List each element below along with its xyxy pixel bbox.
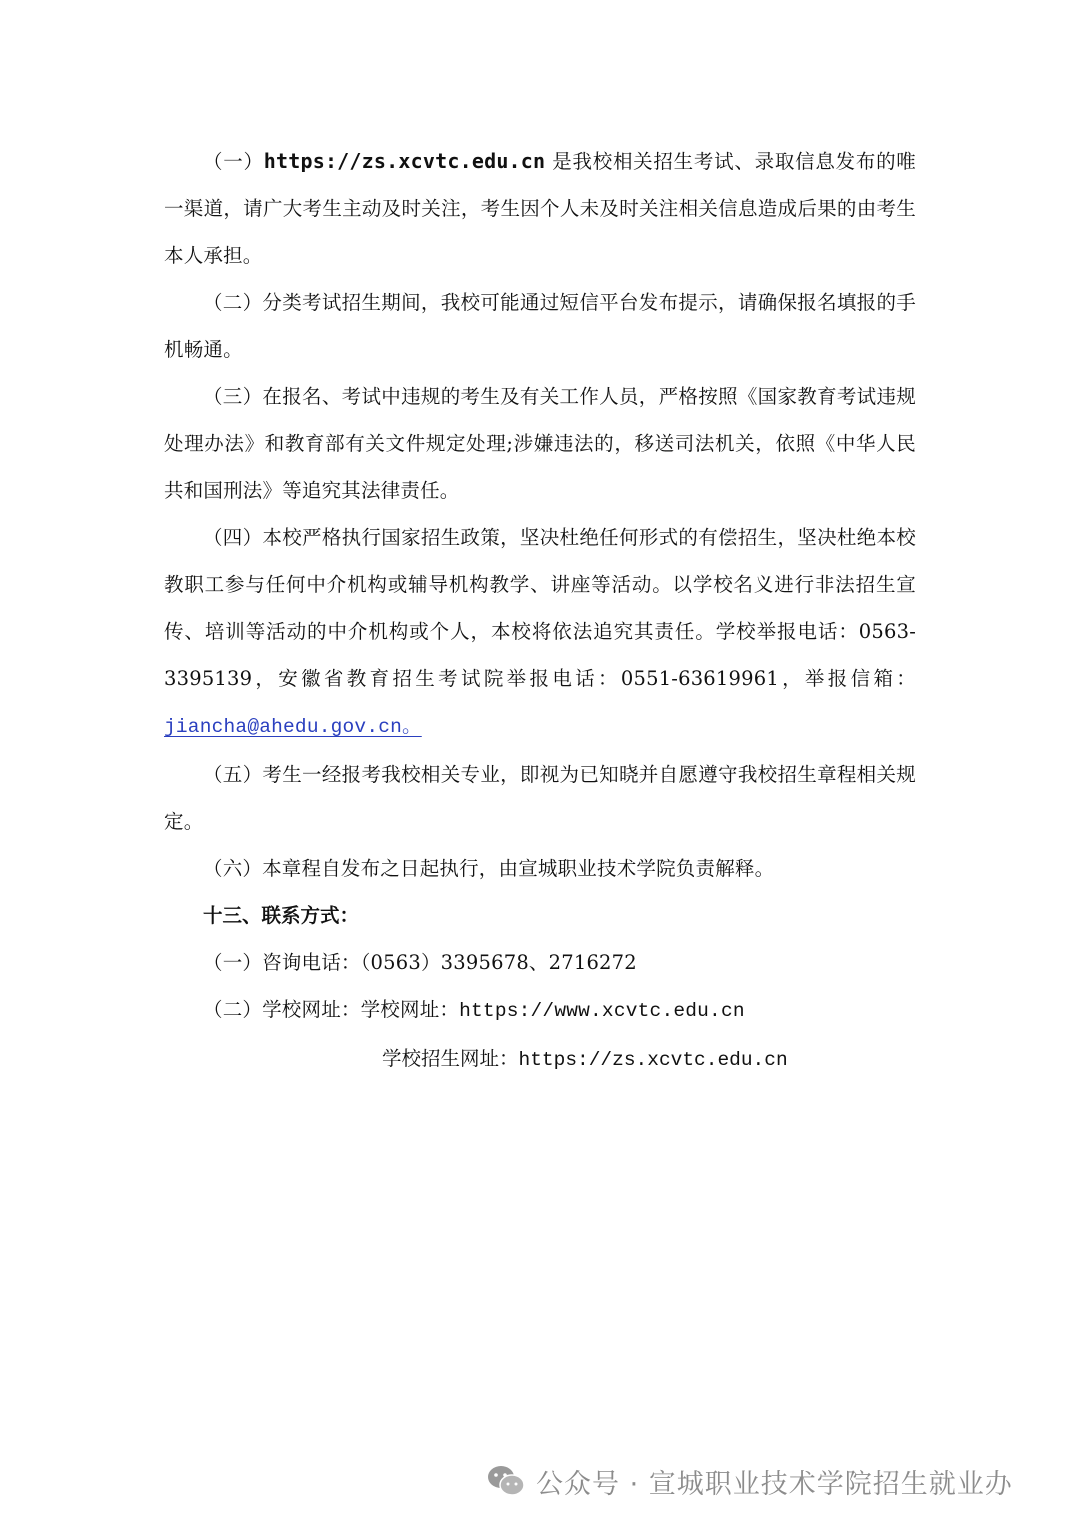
contact-website-label: （二）学校网址：学校网址：: [203, 998, 460, 1021]
paragraph-2: （二）分类考试招生期间，我校可能通过短信平台发布提示，请确保报名填报的手机畅通。: [164, 291, 916, 361]
paragraph-3: （三）在报名、考试中违规的考生及有关工作人员，严格按照《国家教育考试违规处理办法》和教育部有关文件规定处理;涉嫌违法的，移送司法机关，依照《中华人民共和国刑法》等追究其法律责任。: [164, 385, 916, 502]
wechat-icon: [486, 1464, 526, 1498]
contact-admission-url: https://zs.xcvtc.edu.cn: [518, 1049, 788, 1071]
paragraph-1-label: （一）: [203, 150, 264, 173]
document-body: [164, 138, 916, 1084]
paragraph-6: （六）本章程自发布之日起执行，由宣城职业技术学院负责解释。: [203, 857, 775, 880]
contact-admission-label: 学校招生网址：: [382, 1047, 519, 1070]
contact-phone: （一）咨询电话：（0563）3395678、2716272: [203, 951, 637, 974]
paragraph-1-text: 是我校相关招生考试、录取信息发布的唯一渠道，请广大考生主动及时关注，考生因个人未及时关注相关信息造成后果的由考生本人承担。: [164, 150, 917, 267]
paragraph-1: [164, 138, 916, 279]
paragraph-4: [164, 514, 916, 751]
report-email-link[interactable]: jiancha@ahedu.gov.cn。: [164, 716, 422, 738]
section-heading-contact: 十三、联系方式：: [203, 904, 360, 927]
contact-website-url: https://www.xcvtc.edu.cn: [459, 1000, 745, 1022]
contact-website: [164, 986, 916, 1035]
admission-url-text: https://zs.xcvtc.edu.cn: [263, 149, 546, 173]
paragraph-5: （五）考生一经报考我校相关专业，即视为已知晓并自愿遵守我校招生章程相关规定。: [164, 763, 916, 833]
contact-admission-site: [164, 1035, 916, 1084]
watermark: [486, 1458, 1013, 1504]
watermark-text: 公众号 · 宣城职业技术学院招生就业办: [536, 1468, 1013, 1500]
paragraph-4-text: （四）本校严格执行国家招生政策，坚决杜绝任何形式的有偿招生，坚决杜绝本校教职工参与任何中介机构或辅导机构教学、讲座等活动。以学校名义进行非法招生宣传、培训等活动的中介机构或个人，本校将依法追究其责任。学校举报电话：0563-3395139，安徽省教育招生考试院举报电话：0551-63619961，举报信箱：: [164, 526, 916, 690]
